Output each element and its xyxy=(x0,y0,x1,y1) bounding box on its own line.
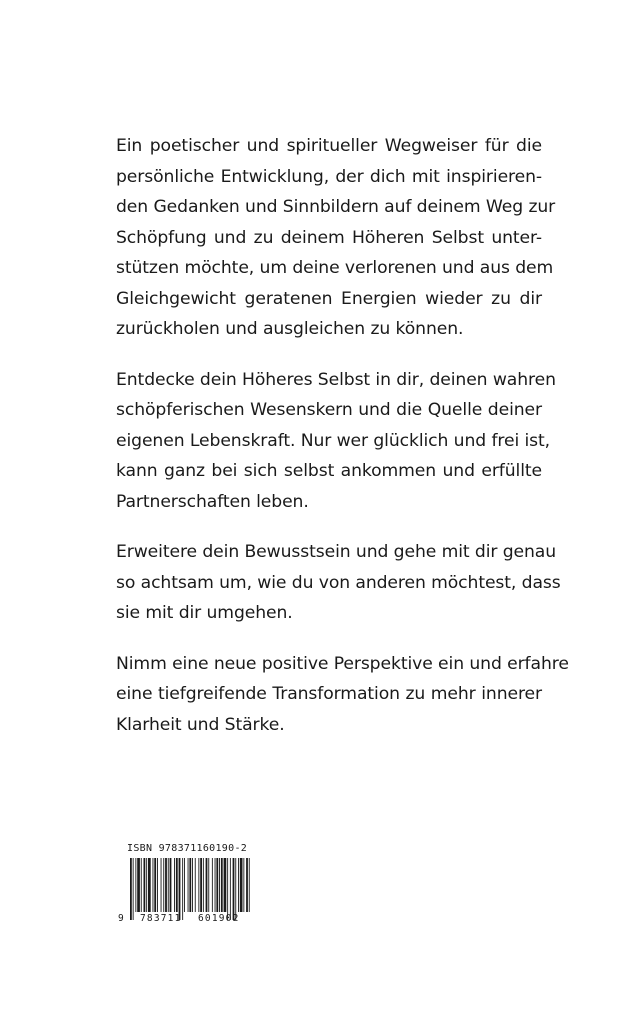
barcode-digit-first: 9 xyxy=(118,913,124,924)
text-line: eigenen Lebenskraft. Nur wer glücklich und frei ist, xyxy=(116,430,551,451)
paragraph-1 xyxy=(116,131,556,345)
text-line: Entdecke dein Höheres Selbst in dir, deinen wahren xyxy=(116,369,556,390)
text-line: Klarheit und Stärke. xyxy=(116,714,285,735)
isbn-label: ISBN 978371160190-2 xyxy=(127,843,248,854)
text-line: zurückholen und ausgleichen zu können. xyxy=(116,319,464,339)
paragraph-3 xyxy=(116,537,561,629)
text-line: Ein poetischer und spiritueller Wegweiser für die xyxy=(116,136,542,156)
text-line: eine tiefgreifende Transformation zu mehr innerer xyxy=(116,684,542,704)
barcode xyxy=(128,858,252,920)
text-line: Partnerschaften leben. xyxy=(116,491,309,512)
paragraph-4 xyxy=(116,649,569,741)
text-line: stützen möchte, um deine verlorenen und aus dem xyxy=(116,258,554,278)
barcode-digits-right: 601902 xyxy=(198,913,240,924)
text-line: Gleichgewicht geratenen Energien wieder zu dir xyxy=(116,288,542,309)
text-line: den Gedanken und Sinnbildern auf deinem Weg zur xyxy=(116,197,556,217)
text-line: so achtsam um, wie du von anderen möchtest, dass xyxy=(116,572,561,593)
blurb-text xyxy=(116,131,569,760)
barcode-icon xyxy=(128,858,252,920)
text-line: sie mit dir umgehen. xyxy=(116,603,293,623)
paragraph-2 xyxy=(116,365,556,518)
text-line: Nimm eine neue positive Perspektive ein und erfahre xyxy=(116,653,569,674)
text-line: schöpferischen Wesenskern und die Quelle deiner xyxy=(116,400,542,420)
text-line: Schöpfung und zu deinem Höheren Selbst unter- xyxy=(116,227,542,248)
text-line: kann ganz bei sich selbst ankommen und erfüllte xyxy=(116,461,542,481)
text-line: persönliche Entwicklung, der dich mit inspirieren- xyxy=(116,166,542,187)
barcode-digits-left: 783711 xyxy=(140,913,182,924)
text-line: Erweitere dein Bewusstsein und gehe mit dir genau xyxy=(116,542,557,562)
